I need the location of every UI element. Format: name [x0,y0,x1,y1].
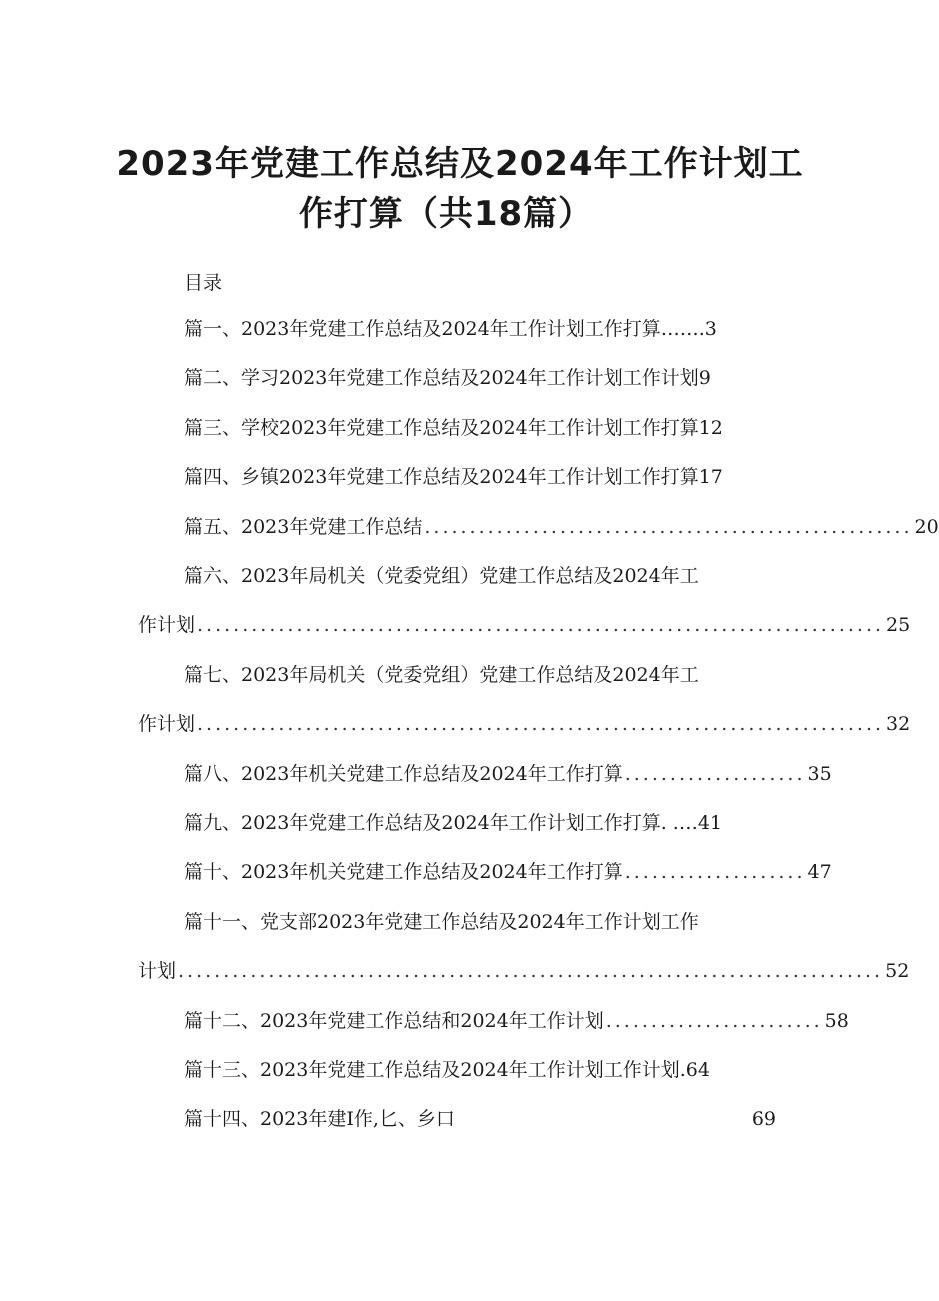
toc-page-number: 47 [807,861,832,884]
toc-page-number: 9 [698,367,711,390]
toc-entry-title: 篇九、2023年党建工作总结及2024年工作计划工作打算. . [184,812,679,834]
toc-heading: 目录 [184,272,223,294]
toc-entry-title: 篇四、乡镇2023年党建工作总结及2024年工作计划工作打算 [184,466,699,489]
toc-entry-continuation[interactable] [138,711,911,737]
document-title-line-1: 2023年党建工作总结及2024年工作计划工 [116,144,804,184]
toc-entry-title-continued: 作计划 [138,713,196,736]
toc-entry[interactable] [184,859,832,885]
toc-page-number: 25 [886,614,911,637]
toc-page-number: .3 [698,318,717,340]
toc-entry[interactable] [184,810,776,836]
toc-entry[interactable] [184,1008,849,1034]
toc-leader-dots: .................... [624,861,806,884]
toc-entry-title: 篇十四、2023年建I作,匕、乡口 [184,1108,455,1131]
toc-leader-dots: .............................................................................. [178,960,884,983]
toc-leader-dots: ............................................................................ [197,713,885,736]
toc-entry-title: 篇五、2023年党建工作总结 [184,515,423,538]
toc-entry-title: 篇八、2023年机关党建工作总结及2024年工作打算 [184,762,623,785]
toc-entry[interactable] [184,514,939,540]
toc-entry-title: 篇七、2023年局机关（党委党组）党建工作总结及2024年工 [184,663,699,686]
toc-entry-title-continued: 计划 [138,960,177,983]
toc-entry[interactable] [184,909,699,935]
toc-leader-dots: ...................................................... [424,515,913,538]
toc-page-number: 20 [914,515,939,538]
toc-entry[interactable] [184,761,832,787]
toc-entry[interactable] [184,415,776,441]
toc-entry-title: 篇三、学校2023年党建工作总结及2024年工作计划工作打算 [184,416,699,439]
toc-entry[interactable] [184,662,699,688]
toc-entry[interactable] [184,464,776,490]
toc-entry[interactable] [184,316,776,342]
toc-entry-title: 篇十、2023年机关党建工作总结及2024年工作打算 [184,861,623,884]
toc-entry-title: 篇一、2023年党建工作总结及2024年工作计划工作打算…… [184,318,699,340]
toc-page-number: 35 [807,762,832,785]
toc-entry[interactable] [184,1057,776,1083]
toc-entry-continuation[interactable] [138,612,911,638]
toc-entry[interactable] [184,1106,776,1132]
toc-entry-title: 篇二、学习2023年党建工作总结及2024年工作计划工作计划 [184,367,699,390]
toc-entry-title: 篇十二、2023年党建工作总结和2024年工作计划 [184,1009,604,1032]
toc-page-number: …41 [678,812,723,834]
toc-entry-title-continued: 作计划 [138,614,196,637]
toc-leader-dots: ............................................................................ [197,614,885,637]
toc-entry[interactable] [184,563,699,589]
toc-page-number: 58 [824,1009,849,1032]
toc-page-number: 32 [886,713,911,736]
toc-page-number: 52 [885,960,910,983]
toc-page-number: .64 [679,1059,710,1081]
toc-page-number: 17 [698,466,723,489]
toc-leader-dots: .................... [624,762,806,785]
toc-page-number: 12 [698,416,723,439]
toc-page-number: 69 [751,1108,776,1131]
toc-entry-continuation[interactable] [138,958,910,984]
toc-entry-title: 篇十三、2023年党建工作总结及2024年工作计划工作计划 [184,1059,680,1081]
document-title-line-2: 作打算（共18篇） [298,194,594,234]
toc-entry-title: 篇十一、党支部2023年党建工作总结及2024年工作计划工作 [184,910,699,933]
toc-entry-title: 篇六、2023年局机关（党委党组）党建工作总结及2024年工 [184,565,699,587]
toc-leader-dots: ........................ [605,1009,823,1032]
toc-entry[interactable] [184,365,776,391]
